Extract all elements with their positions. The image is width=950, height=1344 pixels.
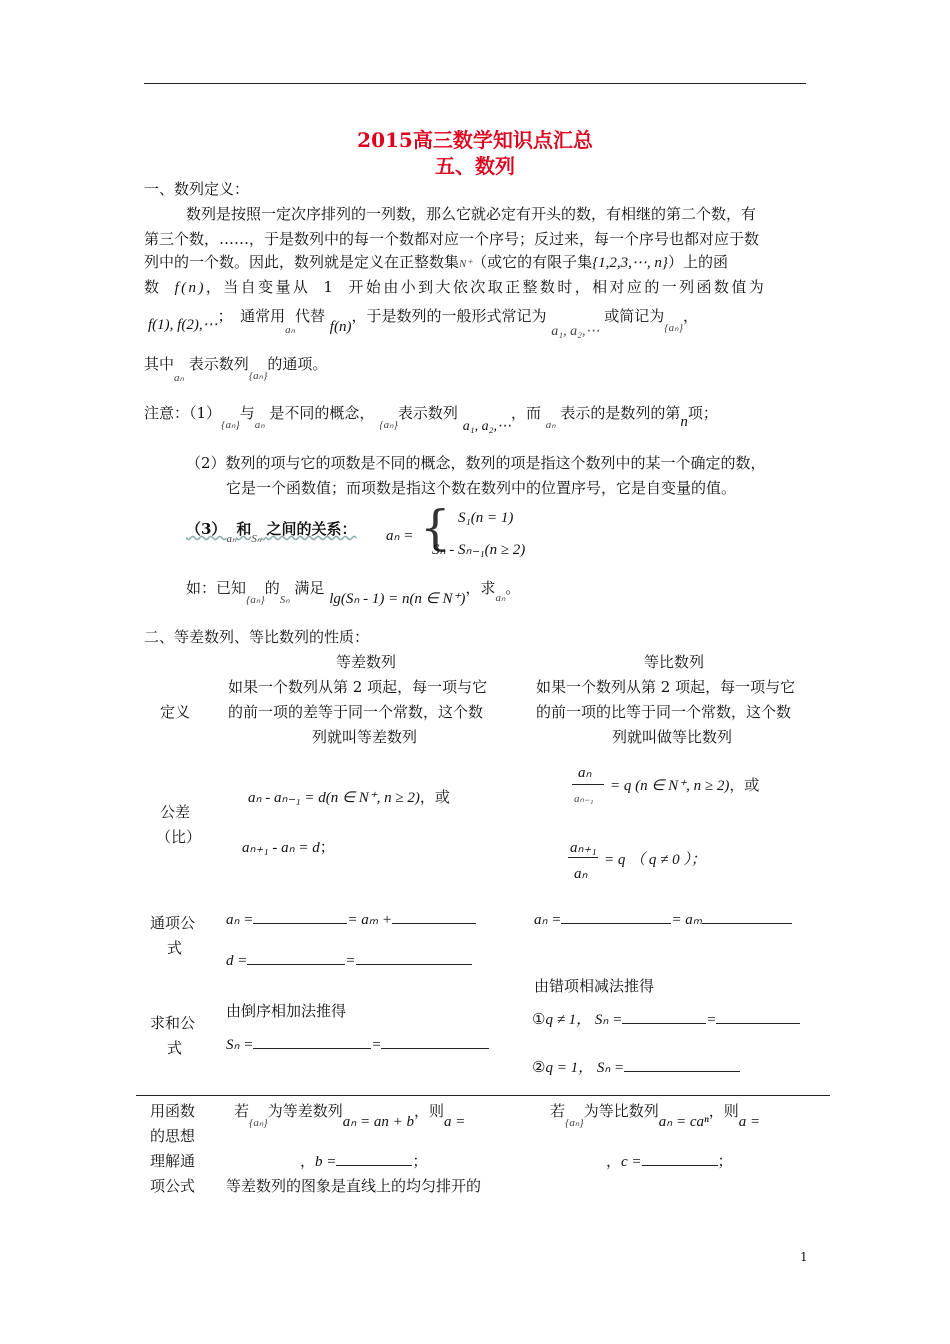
answer-blank[interactable] <box>381 1036 489 1049</box>
paragraph-line: 第三个数，……，于是数列中的每一个数都对应一个序号；反过来，每一个序号也都对应于数 <box>144 230 760 248</box>
answer-blank[interactable] <box>642 1153 718 1166</box>
case-1: S₁(n = 1) <box>458 510 514 526</box>
ratio1-denominator: aₙ₋₁ <box>574 793 594 805</box>
page-subtitle: 五、数列 <box>435 154 515 178</box>
diff-arith-2 <box>242 836 335 857</box>
math: aₙ = caⁿ <box>658 1114 709 1130</box>
answer-blank[interactable] <box>247 952 345 965</box>
text: ）上的函 <box>667 253 728 271</box>
math: Sₙ = <box>226 1037 254 1053</box>
math: {aₙ} <box>565 1117 584 1129</box>
text: 表示数列 <box>397 404 458 422</box>
math: = <box>706 1012 717 1028</box>
answer-blank[interactable] <box>624 1059 740 1072</box>
math: aₙ = <box>226 912 254 928</box>
math: {aₙ} <box>248 370 268 382</box>
def-geom-line: 列就叫做等比数列 <box>612 728 733 746</box>
math: {aₙ} <box>246 594 265 606</box>
diff-arith-1 <box>248 786 450 807</box>
row-label-function: 理解通 <box>150 1152 196 1170</box>
text: ，当自变量从 1 开始由小到大依次取正整数时，相对应的一列函数值为 <box>205 278 767 296</box>
brace-icon: { <box>420 500 451 556</box>
math: （ q ≠ 0 ）； <box>630 852 706 868</box>
circled-one: ① <box>532 1010 546 1028</box>
answer-blank[interactable] <box>253 1036 371 1049</box>
math: f(1), f(2),⋯ <box>148 317 218 333</box>
sum-arith-method: 由倒序相加法推得 <box>226 1002 347 1020</box>
ratio2-denominator: aₙ <box>574 866 588 882</box>
ratio2-rhs <box>604 848 706 869</box>
answer-blank[interactable] <box>253 911 347 924</box>
math: = aₘ + <box>347 912 392 928</box>
math: d = <box>226 953 248 969</box>
def-arith-line: 的前一项的差等于同一个常数，这个数 <box>228 703 484 721</box>
row-label-difference: 公差 <box>160 803 191 821</box>
header-rule <box>144 83 806 84</box>
math: aₙ <box>545 419 556 431</box>
math: = <box>371 1037 382 1053</box>
math: lg(Sₙ - 1) = n(n ∈ N⁺) <box>329 591 466 607</box>
section1-heading: 一、数列定义： <box>144 180 250 198</box>
row-label-general: 式 <box>167 939 183 957</box>
def-arith-line: 如果一个数列从第 2 项起，每一项与它 <box>228 678 488 696</box>
math: Sₙ <box>251 533 262 545</box>
text: 如：已知 <box>186 579 247 597</box>
paragraph-line <box>144 251 728 272</box>
math: aₙ = an + b <box>342 1114 414 1130</box>
example-line <box>186 577 521 607</box>
math: aₙ <box>254 419 265 431</box>
row-label-definition: 定义 <box>160 703 191 721</box>
math: {aₙ} <box>664 322 683 334</box>
ratio2-numerator: aₙ₊₁ <box>570 840 597 856</box>
math: {aₙ} <box>221 419 240 431</box>
def-geom-line: 的前一项的比等于同一个常数，这个数 <box>536 703 792 721</box>
answer-blank[interactable] <box>702 911 792 924</box>
text: 注意：（1） <box>144 404 222 422</box>
answer-blank[interactable] <box>561 911 671 924</box>
math: {aₙ} <box>379 419 398 431</box>
math: a = <box>443 1114 466 1130</box>
math: Sₙ <box>279 594 290 606</box>
math: = aₘ <box>671 912 703 928</box>
text: ，则 <box>413 1102 444 1120</box>
circled-two: ② <box>532 1058 546 1076</box>
row-label-function: 项公式 <box>150 1177 196 1195</box>
text: 为等差数列 <box>267 1102 343 1120</box>
text: ； 通常用 <box>217 307 286 325</box>
text: 列中的一个数。因此，数列就是定义在正整数集 <box>144 253 460 271</box>
text: ，而 <box>510 404 541 422</box>
text: 代替 <box>294 307 325 325</box>
gen-arith-1 <box>226 910 476 929</box>
def-arith-line: 列就叫等差数列 <box>312 728 418 746</box>
func-arith <box>234 1100 466 1130</box>
text: 或简记为 <box>604 307 665 325</box>
paragraph-line <box>148 305 698 339</box>
paragraph-line: 数列是按照一定次序排列的一列数，那么它就必定有开头的数，有相继的第二个数，有 <box>186 205 757 223</box>
math: a = <box>738 1114 761 1130</box>
math: b = <box>315 1154 337 1170</box>
sum-geom-2 <box>532 1056 740 1077</box>
table-rule <box>136 1095 830 1096</box>
text: 若 <box>234 1102 250 1120</box>
paragraph-line <box>144 276 766 297</box>
row-label-function: 用函数 <box>150 1102 196 1120</box>
text: 满足 <box>294 579 325 597</box>
answer-blank[interactable] <box>356 952 472 965</box>
math: aₙ <box>174 372 184 384</box>
row-label-function: 的思想 <box>150 1127 196 1145</box>
text: ，于是数列的一般形式常记为 <box>351 307 547 325</box>
func-geom <box>550 1100 761 1130</box>
math: N⁺ <box>459 258 473 270</box>
row-label-general: 通项公 <box>150 914 196 932</box>
text: 若 <box>550 1102 566 1120</box>
section2-heading: 二、等差数列、等比数列的性质： <box>144 628 370 646</box>
ratio1-numerator: aₙ <box>578 765 592 781</box>
row-label-sum: 求和公 <box>150 1014 196 1032</box>
math: a₁, a₂,⋯ <box>551 324 600 339</box>
func-arith-note: 等差数列的图象是直线上的均匀排开的 <box>226 1177 482 1195</box>
text: 之间的关系： <box>266 520 357 538</box>
math: aₙ = <box>534 912 562 928</box>
text: ，或 <box>419 788 450 806</box>
row-label-sum: 式 <box>167 1039 183 1057</box>
math: {1,2,3,⋯, n} <box>592 255 668 271</box>
text: 其中 <box>144 355 175 373</box>
page-title: 2015高三数学知识点汇总 <box>357 128 593 152</box>
text: 和 <box>236 520 252 538</box>
text: 数 <box>144 278 162 296</box>
sum-geom-method: 由错项相减法推得 <box>534 977 655 995</box>
paragraph-line <box>144 353 328 384</box>
math: = q (n ∈ N⁺, n ≥ 2) <box>610 778 730 794</box>
note-line-2: （2）数列的项与它的项数是不同的概念，数列的项是指这个数列中的某一个确定的数， <box>186 454 766 472</box>
answer-blank[interactable] <box>392 911 476 924</box>
math: aₙ <box>495 592 506 604</box>
text: ； <box>319 838 335 856</box>
sum-geom-1 <box>532 1008 800 1029</box>
text: 的 <box>264 579 280 597</box>
gen-geom <box>534 910 792 929</box>
text: 表示的是数列的第 <box>560 404 681 422</box>
math: f(n) <box>174 280 206 296</box>
note-line-4 <box>186 518 357 545</box>
answer-blank[interactable] <box>622 1011 706 1024</box>
math: a₁, a₂,⋯ <box>462 419 511 434</box>
fraction-bar <box>572 784 604 785</box>
text: （3） <box>186 520 227 538</box>
math: aₙ - aₙ₋₁ = d(n ∈ N⁺, n ≥ 2) <box>248 790 420 806</box>
math: aₙ <box>226 533 237 545</box>
text: ， <box>682 307 698 325</box>
math: aₙ₊₁ - aₙ = d <box>242 840 320 856</box>
math: n <box>680 414 688 430</box>
math: q = 1， Sₙ = <box>545 1060 625 1076</box>
sum-arith <box>226 1035 489 1054</box>
note-line-3: 它是一个函数值；而项数是指这个数在数列中的位置序号，它是自变量的值。 <box>226 479 737 497</box>
math: q ≠ 1， Sₙ = <box>545 1012 623 1028</box>
note-line-1 <box>144 402 718 434</box>
text: 表示数列 <box>188 355 249 373</box>
text: ； <box>412 1152 428 1170</box>
text: 是不同的概念， <box>269 404 375 422</box>
text: ，则 <box>708 1102 739 1120</box>
math: {aₙ} <box>249 1117 268 1129</box>
math: aₙ = <box>386 528 414 544</box>
math: = q <box>604 852 626 868</box>
text: ，或 <box>729 776 760 794</box>
func-arith-b <box>300 1150 427 1171</box>
math: aₙ <box>285 324 295 336</box>
text: （或它的有限子集 <box>472 253 593 271</box>
def-geom-line: 如果一个数列从第 2 项起，每一项与它 <box>536 678 796 696</box>
page-number: 1 <box>800 1250 808 1264</box>
text: ， <box>606 1152 622 1170</box>
case-2: Sₙ - Sₙ₋₁(n ≥ 2) <box>432 542 526 558</box>
ratio1-rhs <box>610 774 759 795</box>
text: 为等比数列 <box>583 1102 659 1120</box>
func-geom-c <box>606 1150 733 1171</box>
math: f(n) <box>329 319 352 335</box>
text: 项； <box>687 404 718 422</box>
text: 与 <box>239 404 255 422</box>
text: ， <box>300 1152 316 1170</box>
text: ，求 <box>465 579 496 597</box>
text: 的通项。 <box>267 355 328 373</box>
column-header-arithmetic: 等差数列 <box>336 653 397 671</box>
answer-blank[interactable] <box>336 1153 412 1166</box>
fraction-bar <box>568 857 598 858</box>
text: 。 <box>505 579 521 597</box>
column-header-geometric: 等比数列 <box>644 653 705 671</box>
math: c = <box>621 1154 642 1170</box>
math: = <box>345 953 356 969</box>
row-label-difference: （比） <box>156 828 202 846</box>
gen-arith-2 <box>226 951 472 970</box>
answer-blank[interactable] <box>716 1011 800 1024</box>
text: ； <box>717 1152 733 1170</box>
